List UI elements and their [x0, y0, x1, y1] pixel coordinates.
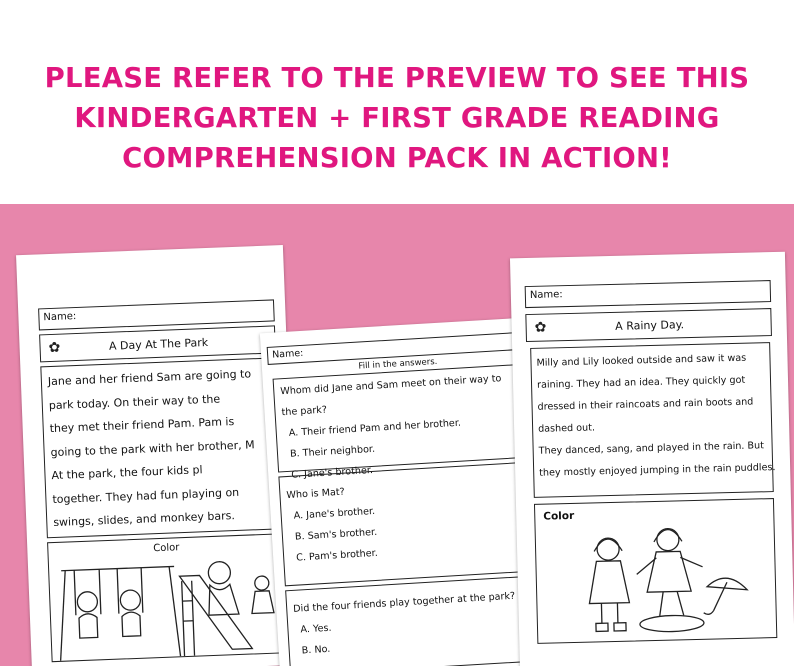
flower-icon: ✿	[48, 339, 61, 357]
headline-line-3: COMPREHENSION PACK IN ACTION!	[122, 142, 672, 174]
story-line: Milly and Lily looked outside and saw it was	[536, 352, 747, 369]
name-label: Name:	[529, 289, 563, 301]
promo-headline	[0, 58, 794, 178]
story-line: they mostly enjoyed jumping in the rain puddles.	[539, 461, 776, 479]
answer-option: B. Their neighbor.	[289, 443, 376, 460]
name-label: Name:	[43, 311, 77, 324]
story-box	[530, 342, 774, 498]
worksheet-title: A Rainy Day.	[615, 318, 685, 333]
answer-option: A. Yes.	[300, 622, 332, 636]
worksheet-title: A Day At The Park	[108, 335, 209, 353]
question-2-box	[278, 462, 536, 587]
headline-line-2: KINDERGARTEN + FIRST GRADE READING	[74, 102, 720, 134]
story-line: dressed in their raincoats and rain boots and	[537, 396, 754, 413]
title-box	[39, 325, 276, 362]
question-2	[286, 480, 379, 569]
answer-option: C. Pam's brother.	[295, 547, 379, 564]
color-label: Color	[543, 509, 575, 523]
color-label: Color	[153, 542, 180, 555]
question-1-box	[273, 364, 530, 481]
story-text	[536, 347, 775, 485]
story-box	[40, 357, 282, 538]
playground-illustration	[49, 552, 289, 661]
answer-option: B. No.	[301, 643, 331, 657]
headline-line-1: PLEASE REFER TO THE PREVIEW TO SEE THIS	[44, 62, 750, 94]
story-line: park today. On their way to the	[48, 392, 221, 412]
story-text	[47, 362, 257, 534]
name-label: Name:	[271, 347, 304, 361]
worksheet-day-at-park	[16, 245, 299, 666]
story-line: Jane and her friend Sam are going to	[47, 367, 252, 389]
worksheet-rainy-day	[510, 252, 794, 666]
answer-option: B. Sam's brother.	[294, 526, 378, 543]
story-line: going to the park with her brother, M	[50, 437, 255, 459]
question-3	[293, 586, 519, 662]
worksheet-questions	[260, 317, 552, 666]
story-line: dashed out.	[538, 422, 596, 435]
story-line: they met their friend Pam. Pam is	[49, 415, 235, 436]
title-box	[525, 308, 772, 342]
answer-option: A. Their friend Pam and her brother.	[288, 417, 462, 439]
rain-kids-illustration	[536, 523, 779, 641]
story-line: At the park, the four kids pl	[51, 463, 203, 483]
color-box	[534, 498, 777, 644]
question-text: Who is Mat?	[286, 486, 345, 502]
question-text: Did the four friends play together at the park?	[292, 590, 516, 615]
story-line: They danced, sang, and played in the rain. But	[538, 440, 765, 457]
story-line: raining. They had an idea. They quickly got	[536, 374, 746, 391]
flower-icon: ✿	[534, 319, 547, 336]
story-line: swings, slides, and monkey bars.	[53, 509, 236, 530]
name-field-box	[525, 280, 771, 308]
answer-option: A. Jane's brother.	[293, 505, 376, 522]
color-box	[47, 533, 287, 662]
story-line: together. They had fun playing on	[52, 485, 240, 506]
question-text: Whom did Jane and Sam meet on their way to	[280, 373, 502, 398]
answer-option: C. Jane's brother.	[291, 464, 374, 481]
instructions-text: Fill in the answers.	[358, 356, 438, 372]
question-text: the park?	[281, 404, 328, 419]
question-3-box	[285, 575, 542, 666]
